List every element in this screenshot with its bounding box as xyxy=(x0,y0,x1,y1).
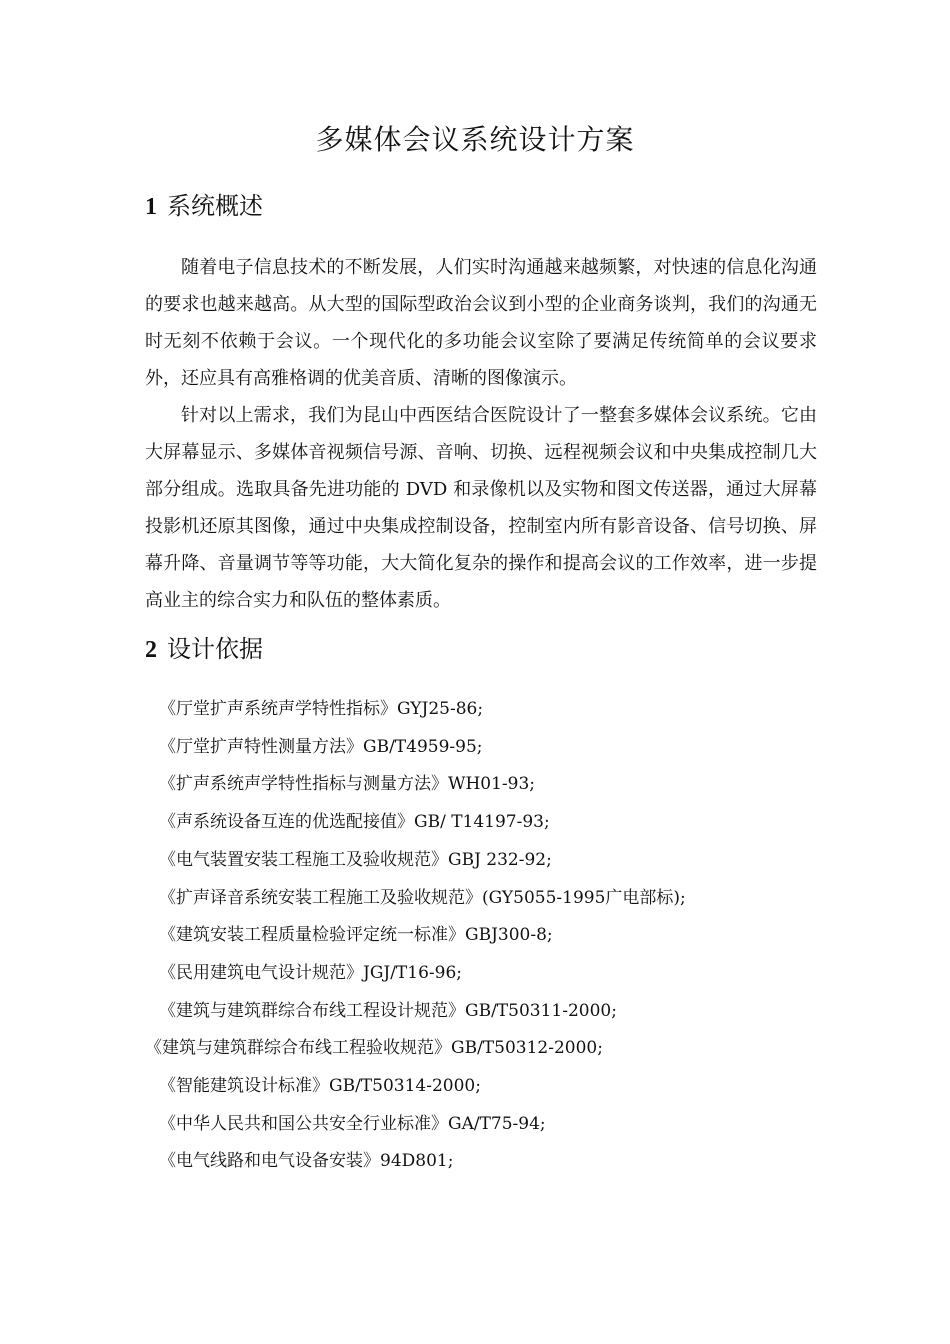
section-number: 1 xyxy=(145,194,157,220)
section-title: 设计依据 xyxy=(167,635,263,663)
reference-item: 《中华人民共和国公共安全行业标准》GA/T75-94; xyxy=(159,1113,546,1134)
reference-item: 《扩声系统声学特性指标与测量方法》WH01-93; xyxy=(159,774,536,795)
reference-item: 《建筑与建筑群综合布线工程设计规范》GB/T50311-2000; xyxy=(159,1000,617,1021)
reference-item: 《厅堂扩声特性测量方法》GB/T4959-95; xyxy=(159,736,483,757)
reference-item: 《电气装置安装工程施工及验收规范》GBJ 232-92; xyxy=(159,849,552,870)
document-title: 多媒体会议系统设计方案 xyxy=(315,123,635,156)
reference-list xyxy=(145,691,835,1181)
overview-paragraph-2: 针对以上需求，我们为昆山中西医结合医院设计了一整套多媒体会议系统。它由大屏幕显示、多媒体音视频信号源、音响、切换、远程视频会议和中央集成控制几大部分组成。选取具备先进功能的 DVD 和录像机以及实物和图文传送器，通过大屏幕投影机还原其图像，通过中央集成控制设备，控制室内所有影音设备、信号切换、屏幕升降、音量调节等等功能，大大简化复杂的操作和提高会议的工作效率，进一步提高业主的综合实力和队伍的整体素质。 xyxy=(145,405,817,611)
section-title: 系统概述 xyxy=(167,192,263,220)
section-heading-overview xyxy=(145,188,263,225)
reference-item: 《民用建筑电气设计规范》JGJ/T16-96; xyxy=(159,962,463,983)
reference-item: 《建筑与建筑群综合布线工程验收规范》GB/T50312-2000; xyxy=(145,1038,603,1059)
reference-item: 《声系统设备互连的优选配接值》GB/ T14197-93; xyxy=(159,812,550,833)
overview-paragraph-1: 随着电子信息技术的不断发展，人们实时沟通越来越频繁，对快速的信息化沟通的要求也越来越高。从大型的国际型政治会议到小型的企业商务谈判，我们的沟通无时无刻不依赖于会议。一个现代化的多功能会议室除了要满足传统简单的会议要求外，还应具有高雅格调的优美音质、清晰的图像演示。 xyxy=(145,257,817,389)
section-heading-design-basis xyxy=(145,631,263,668)
reference-item: 《厅堂扩声系统声学特性指标》GYJ25-86; xyxy=(159,699,484,719)
reference-item: 《智能建筑设计标准》GB/T50314-2000; xyxy=(159,1076,481,1097)
section-number: 2 xyxy=(145,637,157,663)
reference-item: 《扩声译音系统安装工程施工及验收规范》(GY5055-1995广电部标); xyxy=(159,887,686,908)
reference-item: 《电气线路和电气设备安装》94D801; xyxy=(159,1151,454,1172)
reference-item: 《建筑安装工程质量检验评定统一标准》GBJ300-8; xyxy=(159,925,553,946)
